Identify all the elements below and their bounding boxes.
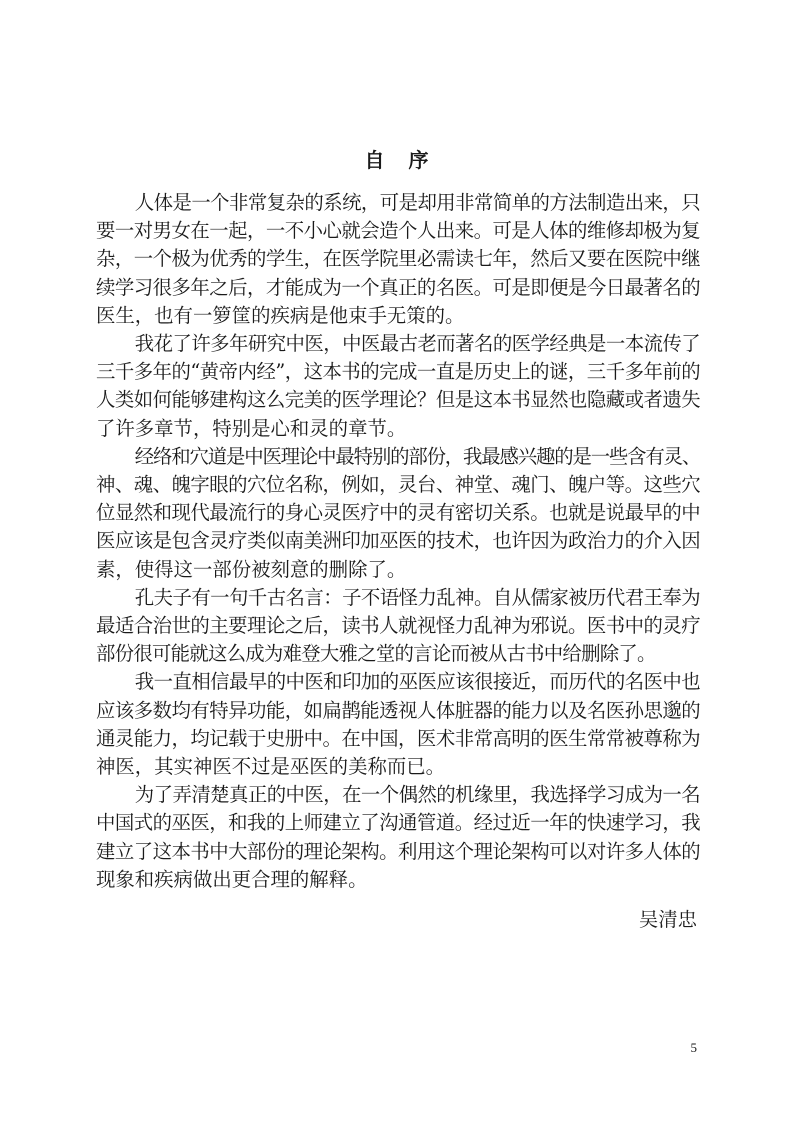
paragraph-line: 应该多数均有特异功能，如扁鹊能透视人体脏器的能力以及名医孙思邈的 xyxy=(96,698,700,722)
paragraph-line: 医生，也有一箩筐的疾病是他束手无策的。 xyxy=(96,303,465,327)
paragraph-line: 续学习很多年之后，才能成为一个真正的名医。可是即便是今日最著名的 xyxy=(96,275,700,299)
paragraph-line: 建立了这本书中大部份的理论架构。利用这个理论架构可以对许多人体的 xyxy=(96,839,700,863)
paragraph-line: 神、魂、魄字眼的穴位名称，例如，灵台、神堂、魂门、魄户等。这些穴 xyxy=(96,473,700,497)
paragraph-line: 我一直相信最早的中医和印加的巫医应该很接近，而历代的名医中也 xyxy=(134,670,700,694)
paragraph-line: 我花了许多年研究中医，中医最古老而著名的医学经典是一本流传了 xyxy=(134,332,700,356)
paragraph-line: 人体是一个非常复杂的系统，可是却用非常简单的方法制造出来，只 xyxy=(134,191,700,214)
paragraph-line: 素，使得这一部份被刻意的删除了。 xyxy=(96,557,407,581)
paragraph-line: 经络和穴道是中医理论中最特别的部份，我最感兴趣的是一些含有灵、 xyxy=(134,444,700,468)
paragraph-line: 医应该是包含灵疗类似南美洲印加巫医的技术，也许因为政治力的介入因 xyxy=(96,529,700,553)
paragraph-line: 通灵能力，均记载于史册中。在中国，医术非常高明的医生常常被尊称为 xyxy=(96,726,700,750)
paragraph-line: 现象和疾病做出更合理的解释。 xyxy=(96,867,368,891)
paragraph-line: 杂，一个极为优秀的学生，在医学院里必需读七年，然后又要在医院中继 xyxy=(96,247,700,271)
paragraph xyxy=(96,668,700,781)
paragraph xyxy=(96,443,700,584)
paragraph-line: 神医，其实神医不过是巫医的美称而已。 xyxy=(96,755,446,779)
paragraph xyxy=(96,330,700,443)
paragraph xyxy=(96,189,700,330)
author-signature: 吴清忠 xyxy=(638,908,697,931)
paragraph-line: 人类如何能够建构这么完美的医学理论？但是这本书显然也隐藏或者遗失 xyxy=(96,388,700,412)
preface-body xyxy=(96,189,700,894)
paragraph-line: 中国式的巫医，和我的上师建立了沟通管道。经过近一年的快速学习，我 xyxy=(96,811,700,835)
paragraph-line: 了许多章节，特别是心和灵的章节。 xyxy=(96,416,407,440)
page-number: 5 xyxy=(690,1040,697,1055)
paragraph-line: 孔夫子有一句千古名言：子不语怪力乱神。自从儒家被历代君王奉为 xyxy=(134,585,700,609)
paragraph-line: 为了弄清楚真正的中医，在一个偶然的机缘里，我选择学习成为一名 xyxy=(134,783,700,807)
paragraph-line: 最适合治世的主要理论之后，读书人就视怪力乱神为邪说。医书中的灵疗 xyxy=(96,614,700,638)
paragraph-line: 位显然和现代最流行的身心灵医疗中的灵有密切关系。也就是说最早的中 xyxy=(96,501,700,525)
title-char-2: 序 xyxy=(408,148,429,172)
paragraph-line: 三千多年的“黄帝内经”，这本书的完成一直是历史上的谜，三千多年前的 xyxy=(96,360,700,384)
paragraph xyxy=(96,781,700,894)
paragraph xyxy=(96,584,700,669)
paragraph-line: 要一对男女在一起，一不小心就会造个人出来。可是人体的维修却极为复 xyxy=(96,219,700,243)
title-char-1: 自 xyxy=(364,148,385,172)
paragraph-line: 部份很可能就这么成为难登大雅之堂的言论而被从古书中给删除了。 xyxy=(96,642,656,666)
page-title xyxy=(0,146,793,174)
